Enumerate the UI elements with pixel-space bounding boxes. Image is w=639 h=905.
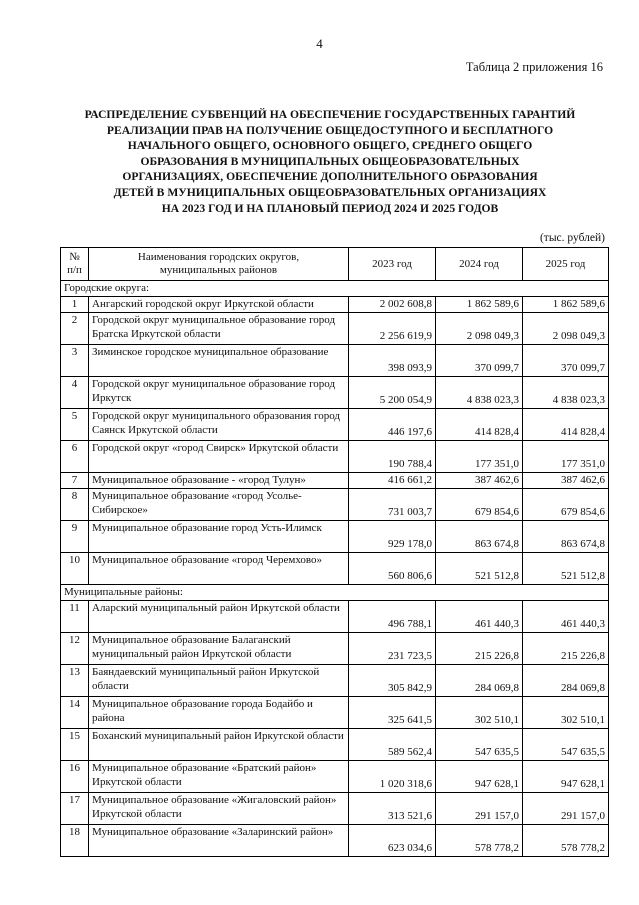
value-2024: 4 838 023,3 bbox=[436, 377, 523, 409]
value-2023: 560 806,6 bbox=[349, 553, 436, 585]
title-line: РАСПРЕДЕЛЕНИЕ СУБВЕНЦИЙ НА ОБЕСПЕЧЕНИЕ ГОСУДАРСТВЕННЫХ ГАРАНТИЙ bbox=[84, 108, 576, 121]
row-number: 9 bbox=[61, 521, 89, 553]
value-2025: 414 828,4 bbox=[523, 409, 609, 441]
row-name: Муниципальное образование «Заларинский район» bbox=[89, 825, 349, 857]
value-2025: 863 674,8 bbox=[523, 521, 609, 553]
value-2024: 370 099,7 bbox=[436, 345, 523, 377]
title-line: НАЧАЛЬНОГО ОБЩЕГО, ОСНОВНОГО ОБЩЕГО, СРЕДНЕГО ОБЩЕГО bbox=[127, 139, 533, 153]
value-2023: 446 197,6 bbox=[349, 409, 436, 441]
section-row bbox=[61, 281, 609, 297]
row-name: Муниципальное образование «город Усолье-Сибирское» bbox=[89, 489, 349, 521]
row-name: Баяндаевский муниципальный район Иркутской области bbox=[89, 665, 349, 697]
value-2023: 2 002 608,8 bbox=[349, 297, 436, 313]
page-number: 4 bbox=[316, 36, 323, 51]
value-2025: 387 462,6 bbox=[523, 473, 609, 489]
value-2023: 190 788,4 bbox=[349, 441, 436, 473]
value-2023: 731 003,7 bbox=[349, 489, 436, 521]
row-number: 13 bbox=[61, 665, 89, 697]
table-row bbox=[61, 825, 609, 857]
section-title: Муниципальные районы: bbox=[61, 585, 609, 601]
value-2024: 302 510,1 bbox=[436, 697, 523, 729]
header-2025: 2025 год bbox=[523, 248, 609, 281]
row-name: Муниципальное образование Балаганский муниципальный район Иркутской области bbox=[89, 633, 349, 665]
value-2025: 547 635,5 bbox=[523, 729, 609, 761]
table-row bbox=[61, 553, 609, 585]
document-title bbox=[60, 107, 600, 216]
value-2023: 929 178,0 bbox=[349, 521, 436, 553]
value-2024: 521 512,8 bbox=[436, 553, 523, 585]
value-2024: 284 069,8 bbox=[436, 665, 523, 697]
row-number: 8 bbox=[61, 489, 89, 521]
row-number: 16 bbox=[61, 761, 89, 793]
value-2025: 291 157,0 bbox=[523, 793, 609, 825]
value-2025: 1 862 589,6 bbox=[523, 297, 609, 313]
value-2024: 679 854,6 bbox=[436, 489, 523, 521]
title-line: ОРГАНИЗАЦИЯХ, ОБЕСПЕЧЕНИЕ ДОПОЛНИТЕЛЬНОГО ОБРАЗОВАНИЯ bbox=[122, 170, 538, 184]
table-row bbox=[61, 665, 609, 697]
value-2023: 231 723,5 bbox=[349, 633, 436, 665]
value-2023: 416 661,2 bbox=[349, 473, 436, 489]
table-row bbox=[61, 729, 609, 761]
value-2023: 589 562,4 bbox=[349, 729, 436, 761]
value-2025: 947 628,1 bbox=[523, 761, 609, 793]
value-2025: 679 854,6 bbox=[523, 489, 609, 521]
table-row bbox=[61, 761, 609, 793]
value-2025: 284 069,8 bbox=[523, 665, 609, 697]
table-row bbox=[61, 697, 609, 729]
value-2025: 521 512,8 bbox=[523, 553, 609, 585]
row-name: Муниципальное образование - «город Тулун» bbox=[89, 473, 349, 489]
table-body bbox=[61, 281, 609, 857]
value-2023: 496 788,1 bbox=[349, 601, 436, 633]
row-number: 14 bbox=[61, 697, 89, 729]
value-2025: 177 351,0 bbox=[523, 441, 609, 473]
row-number: 7 bbox=[61, 473, 89, 489]
row-number: 3 bbox=[61, 345, 89, 377]
row-number: 6 bbox=[61, 441, 89, 473]
table-row bbox=[61, 793, 609, 825]
appendix-reference: Таблица 2 приложения 16 bbox=[465, 60, 603, 74]
row-name: Городской округ муниципальное образование город Братска Иркутской области bbox=[89, 313, 349, 345]
value-2025: 370 099,7 bbox=[523, 345, 609, 377]
row-number: 5 bbox=[61, 409, 89, 441]
header-name: Наименования городских округов, муниципальных районов bbox=[89, 248, 349, 281]
value-2024: 947 628,1 bbox=[436, 761, 523, 793]
section-row bbox=[61, 585, 609, 601]
value-2025: 461 440,3 bbox=[523, 601, 609, 633]
value-2025: 2 098 049,3 bbox=[523, 313, 609, 345]
table-row bbox=[61, 313, 609, 345]
title-line: РЕАЛИЗАЦИИ ПРАВ НА ПОЛУЧЕНИЕ ОБЩЕДОСТУПНОГО И БЕСПЛАТНОГО bbox=[106, 123, 554, 137]
section-title: Городские округа: bbox=[61, 281, 609, 297]
value-2023: 623 034,6 bbox=[349, 825, 436, 857]
row-name: Муниципальное образование «Братский район» Иркутской области bbox=[89, 761, 349, 793]
value-2024: 1 862 589,6 bbox=[436, 297, 523, 313]
row-number: 2 bbox=[61, 313, 89, 345]
value-2024: 547 635,5 bbox=[436, 729, 523, 761]
subsidy-distribution-table bbox=[60, 247, 609, 857]
row-name: Ангарский городской округ Иркутской области bbox=[89, 297, 349, 313]
row-number: 18 bbox=[61, 825, 89, 857]
row-number: 1 bbox=[61, 297, 89, 313]
table-header-row bbox=[61, 248, 609, 281]
table-row bbox=[61, 345, 609, 377]
title-line: ОБРАЗОВАНИЯ В МУНИЦИПАЛЬНЫХ ОБЩЕОБРАЗОВАТЕЛЬНЫХ bbox=[140, 154, 520, 168]
table-row bbox=[61, 409, 609, 441]
header-2024: 2024 год bbox=[436, 248, 523, 281]
value-2023: 305 842,9 bbox=[349, 665, 436, 697]
value-2024: 414 828,4 bbox=[436, 409, 523, 441]
table-row bbox=[61, 633, 609, 665]
value-2023: 2 256 619,9 bbox=[349, 313, 436, 345]
value-2025: 215 226,8 bbox=[523, 633, 609, 665]
row-number: 15 bbox=[61, 729, 89, 761]
value-2023: 1 020 318,6 bbox=[349, 761, 436, 793]
row-name: Городской округ «город Свирск» Иркутской области bbox=[89, 441, 349, 473]
row-name: Городской округ муниципального образования город Саянск Иркутской области bbox=[89, 409, 349, 441]
row-number: 17 bbox=[61, 793, 89, 825]
table-row bbox=[61, 489, 609, 521]
value-2024: 863 674,8 bbox=[436, 521, 523, 553]
row-name: Городской округ муниципальное образование город Иркутск bbox=[89, 377, 349, 409]
row-name: Боханский муниципальный район Иркутской области bbox=[89, 729, 349, 761]
value-2025: 578 778,2 bbox=[523, 825, 609, 857]
row-name: Муниципальное образование города Бодайбо и района bbox=[89, 697, 349, 729]
row-number: 10 bbox=[61, 553, 89, 585]
row-name: Аларский муниципальный район Иркутской области bbox=[89, 601, 349, 633]
value-2024: 215 226,8 bbox=[436, 633, 523, 665]
table-row bbox=[61, 601, 609, 633]
value-2024: 461 440,3 bbox=[436, 601, 523, 633]
row-number: 11 bbox=[61, 601, 89, 633]
value-2024: 2 098 049,3 bbox=[436, 313, 523, 345]
row-name: Зиминское городское муниципальное образование bbox=[89, 345, 349, 377]
table-row bbox=[61, 441, 609, 473]
title-line: НА 2023 ГОД И НА ПЛАНОВЫЙ ПЕРИОД 2024 И 2025 ГОДОВ bbox=[161, 201, 499, 215]
header-2023: 2023 год bbox=[349, 248, 436, 281]
units-label: (тыс. рублей) bbox=[539, 232, 605, 244]
table-row bbox=[61, 377, 609, 409]
value-2024: 291 157,0 bbox=[436, 793, 523, 825]
value-2025: 4 838 023,3 bbox=[523, 377, 609, 409]
table-row bbox=[61, 297, 609, 313]
row-number: 4 bbox=[61, 377, 89, 409]
value-2023: 5 200 054,9 bbox=[349, 377, 436, 409]
value-2023: 313 521,6 bbox=[349, 793, 436, 825]
row-name: Муниципальное образование «Жигаловский район» Иркутской области bbox=[89, 793, 349, 825]
value-2024: 177 351,0 bbox=[436, 441, 523, 473]
table-row bbox=[61, 521, 609, 553]
value-2024: 387 462,6 bbox=[436, 473, 523, 489]
title-line: ДЕТЕЙ В МУНИЦИПАЛЬНЫХ ОБЩЕОБРАЗОВАТЕЛЬНЫХ ОРГАНИЗАЦИЯХ bbox=[113, 185, 547, 199]
header-number: № п/п bbox=[61, 248, 89, 281]
table-row bbox=[61, 473, 609, 489]
row-name: Муниципальное образование город Усть-Илимск bbox=[89, 521, 349, 553]
value-2023: 398 093,9 bbox=[349, 345, 436, 377]
value-2025: 302 510,1 bbox=[523, 697, 609, 729]
row-number: 12 bbox=[61, 633, 89, 665]
row-name: Муниципальное образование «город Черемхово» bbox=[89, 553, 349, 585]
value-2023: 325 641,5 bbox=[349, 697, 436, 729]
value-2024: 578 778,2 bbox=[436, 825, 523, 857]
